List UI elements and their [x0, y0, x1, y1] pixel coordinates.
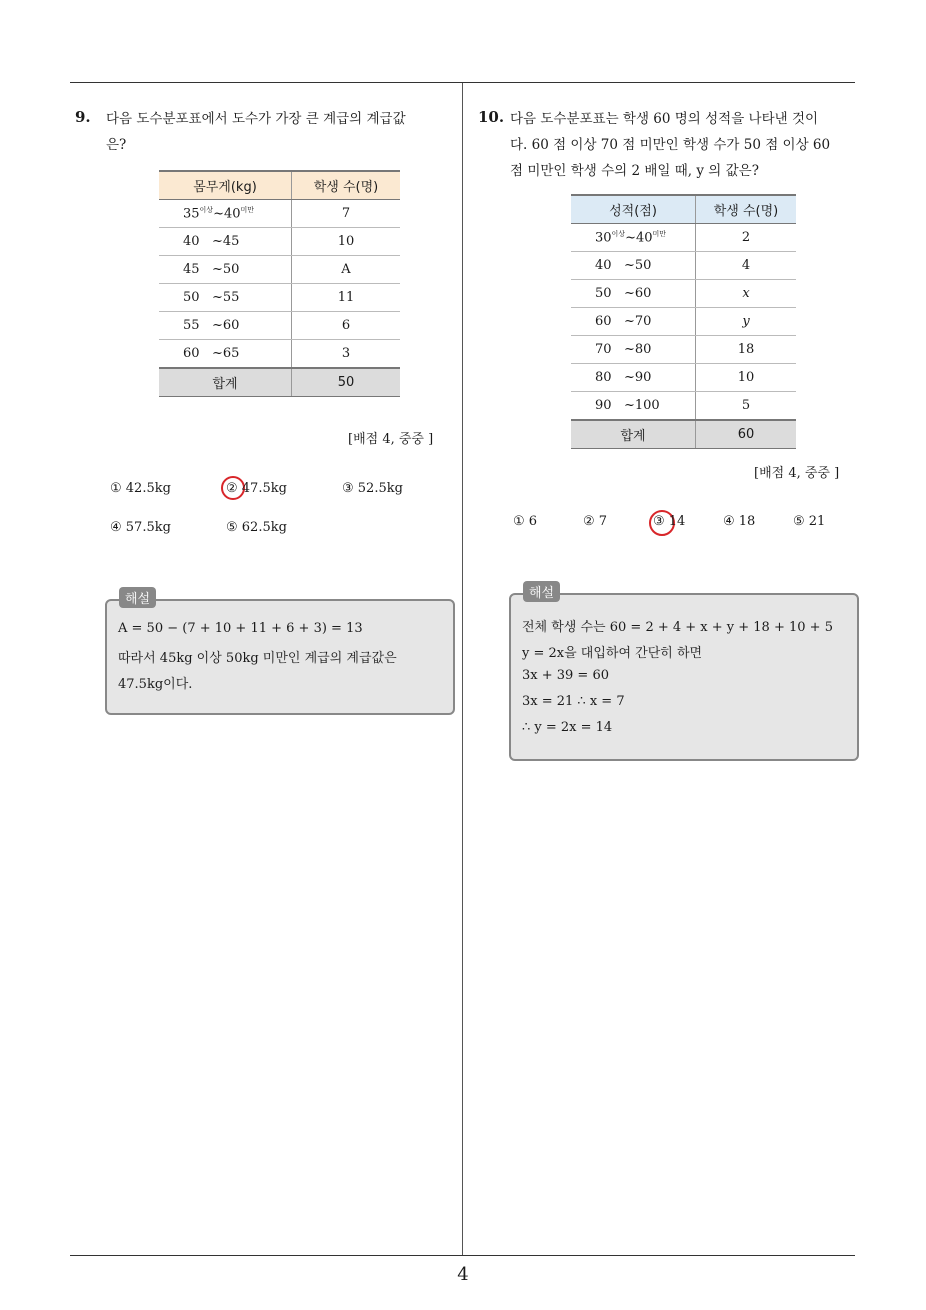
- total-row: [571, 420, 796, 449]
- q10-number: 10.: [478, 108, 505, 126]
- frequency-value: 18: [696, 336, 797, 364]
- interval-to: 45: [222, 234, 240, 249]
- q9-header-weight: 몸무게(kg): [159, 171, 292, 200]
- table-row: [159, 256, 400, 284]
- label-to: 미만: [652, 230, 667, 239]
- q10-explanation-line5: ∴ y = 2x = 14: [522, 720, 613, 735]
- frequency-value: 6: [292, 312, 401, 340]
- q9-explanation-line1: A = 50 − (7 + 10 + 11 + 6 + 3) = 13: [118, 621, 363, 636]
- bottom-rule: [70, 1255, 855, 1256]
- class-interval: 60 ~65: [159, 340, 292, 369]
- table-row: [159, 340, 400, 369]
- table-row: [571, 336, 796, 364]
- interval-to: 70: [634, 314, 652, 329]
- interval-to: 80: [634, 342, 652, 357]
- q9-frequency-table: [159, 170, 400, 397]
- interval-from: 40: [183, 234, 200, 249]
- interval-to: 40: [635, 230, 653, 246]
- q10-explanation-line1: 전체 학생 수는 60 = 2 + 4 + x + y + 18 + 10 + 5: [522, 620, 833, 635]
- q10-explanation-line2: y = 2x을 대입하여 간단히 하면: [522, 646, 703, 661]
- frequency-value: x: [696, 280, 797, 308]
- table-row: [571, 252, 796, 280]
- q10-explanation-line4: 3x = 21 ∴ x = 7: [522, 694, 625, 709]
- interval-from: 70: [595, 342, 612, 357]
- interval-from: 50: [595, 286, 612, 301]
- table-row: [571, 224, 796, 252]
- table-row: [571, 392, 796, 421]
- frequency-value: 11: [292, 284, 401, 312]
- label-from: 이상: [611, 230, 626, 239]
- q10-header-score: 성적(점): [571, 195, 696, 224]
- interval-from: 55: [183, 318, 200, 333]
- total-row: [159, 368, 400, 397]
- table-row: [159, 200, 400, 228]
- interval-to: 65: [222, 346, 240, 361]
- class-interval: 45 ~50: [159, 256, 292, 284]
- frequency-value: 3: [292, 340, 401, 369]
- frequency-value: 7: [292, 200, 401, 228]
- q9-choice-2[interactable]: ② 47.5kg: [226, 481, 287, 496]
- interval-to: 100: [634, 398, 660, 413]
- q9-explanation-line3: 47.5kg이다.: [118, 677, 193, 692]
- q10-choice-4[interactable]: ④ 18: [723, 514, 756, 529]
- class-interval: 40 ~45: [159, 228, 292, 256]
- q10-header-count: 학생 수(명): [696, 195, 797, 224]
- q10-explanation-tag: 해설: [523, 581, 560, 602]
- interval-from: 60: [595, 314, 612, 329]
- interval-from: 50: [183, 290, 200, 305]
- interval-from: 90: [595, 398, 612, 413]
- interval-from: 35: [183, 206, 200, 222]
- q9-choice-1[interactable]: ① 42.5kg: [110, 481, 171, 496]
- q10-text-line1: 다음 도수분포표는 학생 60 명의 성적을 나타낸 것이: [510, 111, 819, 127]
- q9-number: 9.: [75, 108, 91, 126]
- page-number: 4: [457, 1264, 469, 1285]
- table-row: [571, 308, 796, 336]
- table-row: [571, 364, 796, 392]
- frequency-value: 10: [696, 364, 797, 392]
- q9-choice-4[interactable]: ④ 57.5kg: [110, 520, 171, 535]
- interval-from: 80: [595, 370, 612, 385]
- q10-frequency-table: [571, 194, 796, 449]
- frequency-value: 4: [696, 252, 797, 280]
- frequency-value: 2: [696, 224, 797, 252]
- table-row: [159, 312, 400, 340]
- q9-choice-5[interactable]: ⑤ 62.5kg: [226, 520, 287, 535]
- q9-explanation-tag: 해설: [119, 587, 156, 608]
- class-interval: 70 ~80: [571, 336, 696, 364]
- class-interval: 60 ~70: [571, 308, 696, 336]
- total-label: 합계: [159, 368, 292, 397]
- q10-choice-1[interactable]: ① 6: [513, 514, 538, 529]
- interval-to: 60: [634, 286, 652, 301]
- label-to: 미만: [240, 206, 255, 215]
- interval-to: 50: [222, 262, 240, 277]
- q9-header-count: 학생 수(명): [292, 171, 401, 200]
- q9-text-line2: 은?: [106, 137, 127, 153]
- column-divider: [462, 83, 463, 1255]
- class-interval: $30^{이상}\sim 40^{미만}$: [571, 224, 696, 252]
- interval-from: 60: [183, 346, 200, 361]
- q10-text-line3: 점 미만인 학생 수의 2 배일 때, y 의 값은?: [510, 163, 759, 179]
- class-interval: 50 ~60: [571, 280, 696, 308]
- table-row: [571, 280, 796, 308]
- q10-choice-2[interactable]: ② 7: [583, 514, 608, 529]
- q9-points: [배점 4, 중중 ]: [348, 432, 434, 447]
- q10-points: [배점 4, 중중 ]: [754, 466, 840, 481]
- frequency-value: 5: [696, 392, 797, 421]
- interval-to: 55: [222, 290, 240, 305]
- q9-text-line1: 다음 도수분포표에서 도수가 가장 큰 계급의 계급값: [106, 111, 406, 127]
- interval-to: 50: [634, 258, 652, 273]
- q9-choice-3[interactable]: ③ 52.5kg: [342, 481, 403, 496]
- class-interval: 55 ~60: [159, 312, 292, 340]
- interval-from: 40: [595, 258, 612, 273]
- class-interval: 40 ~50: [571, 252, 696, 280]
- frequency-value: y: [696, 308, 797, 336]
- class-interval: 80 ~90: [571, 364, 696, 392]
- q10-choice-5[interactable]: ⑤ 21: [793, 514, 826, 529]
- frequency-value: A: [292, 256, 401, 284]
- q10-explanation-line3: 3x + 39 = 60: [522, 668, 610, 683]
- interval-to: 40: [223, 206, 241, 222]
- class-interval: 50 ~55: [159, 284, 292, 312]
- q10-text-line2: 다. 60 점 이상 70 점 미만인 학생 수가 50 점 이상 60: [510, 137, 831, 153]
- total-label: 합계: [571, 420, 696, 449]
- table-row: [159, 284, 400, 312]
- frequency-value: 10: [292, 228, 401, 256]
- total-value: 60: [696, 420, 797, 449]
- class-interval: 90 ~100: [571, 392, 696, 421]
- interval-to: 60: [222, 318, 240, 333]
- label-from: 이상: [199, 206, 214, 215]
- interval-to: 90: [634, 370, 652, 385]
- total-value: 50: [292, 368, 401, 397]
- table-row: [159, 228, 400, 256]
- interval-from: 45: [183, 262, 200, 277]
- q9-explanation-line2: 따라서 45kg 이상 50kg 미만인 계급의 계급값은: [118, 651, 397, 666]
- interval-from: 30: [595, 230, 612, 246]
- class-interval: $35^{이상}\sim 40^{미만}$: [159, 200, 292, 228]
- q10-choice-3[interactable]: ③ 14: [653, 514, 686, 529]
